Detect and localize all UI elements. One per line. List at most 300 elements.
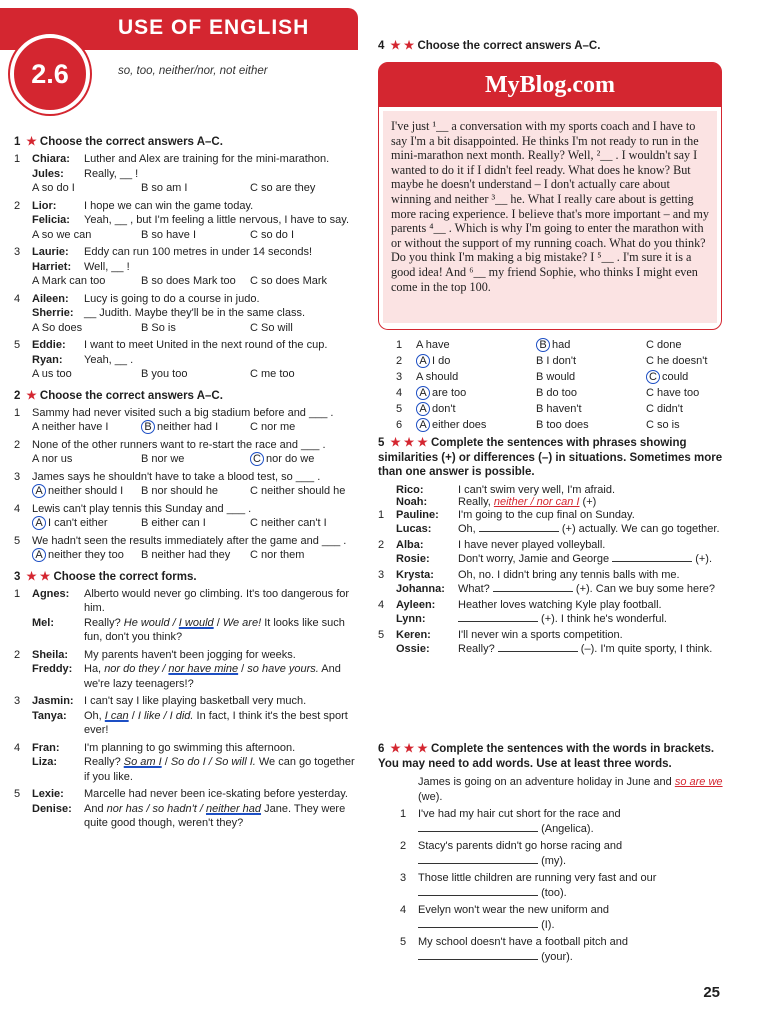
question-text: James says he shouldn't have to take a blood test, so ___ . [32, 470, 321, 483]
choice-option[interactable]: nor do they / [104, 663, 166, 675]
option-b[interactable] [536, 418, 646, 433]
answer-blank[interactable] [479, 531, 559, 532]
option-c[interactable] [646, 386, 756, 401]
answer-line [418, 854, 723, 869]
circled-answer-mark: B [536, 338, 550, 352]
question-item [378, 568, 723, 597]
answer-line [418, 822, 723, 837]
answer-options [32, 452, 359, 467]
option-c[interactable] [250, 548, 359, 563]
answer-options [32, 420, 359, 435]
question-number: 1 [14, 153, 21, 165]
speaker: Krysta: [396, 568, 434, 581]
dialogue-line [32, 662, 359, 691]
sentence-text: Evelyn won't wear the new uniform and [418, 904, 610, 916]
answer-options [32, 274, 359, 289]
speaker: Lucas: [396, 523, 432, 535]
line-text: Lucy is going to do a course in judo. [84, 292, 260, 305]
question-number: 5 [14, 339, 21, 351]
option-c[interactable] [250, 452, 359, 467]
answer-line [418, 918, 723, 933]
answer-blank[interactable] [418, 831, 538, 832]
option-text: I do [432, 355, 451, 367]
speaker: Alba: [396, 538, 424, 551]
question-number: 6 [396, 419, 403, 431]
example-line: Noah: Really, neither / nor can I (+) [396, 495, 597, 508]
question-number: 2 [396, 355, 403, 367]
option-a[interactable] [32, 420, 141, 435]
answer-options [32, 228, 359, 243]
option-text: C have too [646, 387, 700, 399]
circled-answer-mark: A [32, 548, 46, 562]
star-icon: ★ ★ [26, 570, 51, 583]
line-text: I'll never win a sports competition. [458, 628, 623, 641]
option-text: had [552, 339, 571, 351]
page-subtitle: so, too, neither/nor, not either [118, 65, 268, 77]
question-number: 1 [378, 508, 385, 521]
answer-options [32, 321, 359, 336]
option-c[interactable] [646, 418, 756, 433]
line-text: Yeah, __ , but I'm feeling a little nervous, I have to say. [84, 214, 350, 226]
option-text: I can't either [48, 517, 108, 529]
selected-choice[interactable]: So am I [123, 756, 162, 768]
question-item [378, 508, 723, 537]
option-text: B nor we [141, 453, 185, 465]
circled-answer-mark: C [250, 452, 264, 466]
line-text: Oh, no. I didn't bring any tennis balls with me. [458, 568, 680, 581]
line-text: Really? He would / I would / We are! It looks like such fun, don't you think? [84, 616, 345, 643]
answer-blank[interactable] [418, 959, 538, 960]
choice-option[interactable]: nor has / so hadn't / [106, 802, 203, 815]
question-item [378, 628, 723, 657]
option-text: B I don't [536, 355, 577, 367]
option-b[interactable] [536, 386, 646, 401]
question-number: 2 [378, 538, 385, 551]
line-text: Don't worry, Jamie and George (+). [458, 553, 713, 565]
answer-blank[interactable] [493, 591, 573, 592]
example-sentence: James is going on an adventure holiday in June and so are we (we). [418, 776, 723, 803]
exercise-3: 3 ★ ★ Choose the correct forms. 1 Agnes: Alberto would never go climbing. It's too dangerous for him. Mel: Really? He would / I would / We are! It looks like such fun, don't you think? 2 Sheila: My parents haven't been jogging for weeks. Freddy: Ha, nor do they / nor have mine / so have yours. And we're lazy teenagers!? 3 Jasmin: I can't say I like playing basketball very much. Tanya: Oh, I can / I like / I did. In fact, I think it's the best sport ever! 4 Fran: I'm planning to go swimming this afternoon. Liza: Really? So am I / So do I / So will I. We can go together if you like. 5 Lexie: Marcelle had never been ice-skating before yesterday. Denise: And nor has / so hadn't / neither had Jane. They were quite good though, weren't they? [14, 569, 359, 831]
blog-text: I've just ¹__ a conversation with my sports coach and I have to say I'm a bit disappointed. He thinks I'm not ready to run in the mini-marathon next month. Really? Well, ²__ . I wouldn't say I wanted to do it if I didn't feel ready. What does he know? But maybe he doesn't understand – I don't actually care about winning and neither ³__ he. What I really care about is getting more racing experience. I believe that's more important – and my parents ⁴__ . Which is why I'm going to enter the marathon with or without the support of my running coach. What do you think? Do you think I'm making a big mistake? I ⁵__ . I'm sure it is a good idea! And ⁶__ my friend Sophie, who thinks I might even come in the top 100. [383, 111, 717, 323]
choice-option[interactable]: so have yours. [247, 663, 319, 675]
line-text: What? (+). Can we buy some here? [458, 583, 716, 595]
option-b[interactable]: B so have I [141, 228, 197, 241]
answer-options [32, 516, 359, 531]
option-a[interactable]: A so do I [32, 182, 75, 194]
speaker: Fran: [32, 741, 60, 754]
answer-options [32, 367, 359, 382]
speaker: Tanya: [32, 709, 67, 722]
option-text: B nor should he [141, 485, 219, 497]
question-number: 1 [400, 808, 407, 820]
option-b[interactable]: B so am I [141, 182, 188, 194]
dialogue-line [32, 353, 359, 368]
speaker: Keren: [396, 628, 431, 641]
word-in-brackets: (your). [541, 950, 573, 963]
line-text: Eddy can run 100 metres in under 14 seconds! [84, 246, 313, 258]
star-icon: ★ ★ ★ [390, 437, 428, 449]
answer-blank[interactable] [612, 561, 692, 562]
option-text: B neither had they [141, 549, 231, 561]
option-b[interactable] [536, 370, 646, 385]
question-item [14, 470, 359, 499]
option-b[interactable] [536, 338, 646, 353]
speaker: Pauline: [396, 508, 439, 521]
option-c[interactable] [250, 516, 359, 531]
speaker: Ayleen: [396, 598, 436, 611]
question-number: 1 [396, 339, 403, 351]
option-c[interactable] [646, 370, 756, 385]
question-item [378, 839, 723, 868]
question-number: 5 [378, 628, 385, 641]
line-text: My parents haven't been jogging for weeks. [84, 648, 296, 661]
question-number: 3 [14, 695, 21, 707]
speaker: Eddie: [32, 339, 66, 351]
choice-option[interactable]: We are! [222, 616, 262, 629]
question-item [378, 538, 723, 567]
dialogue-line [32, 338, 359, 353]
option-text: don't [432, 403, 456, 415]
option-a[interactable] [416, 402, 536, 417]
option-b[interactable]: B so does Mark too [141, 275, 236, 287]
line-text: Heather loves watching Kyle play football. [458, 598, 662, 611]
line-text: And nor has / so hadn't / neither had Jane. They were quite good though, weren't they? [84, 802, 346, 829]
speaker: Mel: [32, 616, 54, 629]
answer-blank[interactable] [498, 651, 578, 652]
circled-answer-mark: A [416, 418, 430, 432]
line-text: I hope we can win the game today. [84, 199, 254, 212]
question-number: 3 [14, 470, 21, 483]
option-b[interactable] [141, 452, 250, 467]
option-c[interactable]: C So will [250, 321, 293, 334]
option-a[interactable] [32, 484, 141, 499]
question-number: 4 [14, 741, 21, 754]
option-text: C nor me [250, 421, 296, 433]
option-text: C neither can't I [250, 517, 327, 529]
question-number: 5 [400, 936, 407, 948]
line-text: Really, __ ! [84, 167, 139, 180]
question-item [14, 338, 359, 382]
option-a[interactable]: A So does [32, 321, 83, 334]
question-item [14, 199, 359, 243]
sentence-text: Those little children are running very fast and our [418, 872, 657, 884]
sentence-text: I've had my hair cut short for the race and [418, 808, 621, 820]
speaker: Ossie: [396, 643, 430, 655]
dialogue-line [32, 787, 359, 802]
option-c[interactable] [250, 484, 359, 499]
line-text: (+). I think he's wonderful. [458, 612, 723, 627]
option-a[interactable] [416, 354, 536, 369]
option-a[interactable] [416, 370, 536, 385]
blog-panel [378, 62, 722, 330]
option-text: are too [432, 387, 467, 399]
question-item [14, 741, 359, 785]
question-number: 4 [14, 292, 21, 305]
line-text: Really? So am I / So do I / So will I. We can go together if you like. [84, 756, 355, 783]
line-text: Oh, I can / I like / I did. In fact, I think it's the best sport ever! [84, 709, 348, 736]
option-text: A neither have I [32, 421, 109, 433]
exercise-4-answers [396, 338, 726, 433]
option-text: B either can I [141, 517, 206, 529]
option-text: C neither should he [250, 485, 346, 497]
line-text: Ha, nor do they / nor have mine / so have yours. And we're lazy teenagers!? [84, 663, 341, 690]
question-text: None of the other runners want to re-start the race and ___ . [32, 438, 326, 451]
dialogue-line [32, 152, 359, 167]
answer-line [418, 950, 723, 965]
speaker: Chiara: [32, 153, 70, 165]
option-c[interactable]: C me too [250, 368, 295, 380]
option-text: A have [416, 339, 450, 351]
dialogue-line [396, 552, 723, 567]
line-text: Yeah, __ . [84, 353, 134, 366]
option-b[interactable]: B So is [141, 321, 176, 334]
speaker: Agnes: [32, 587, 70, 600]
circled-answer-mark: A [416, 402, 430, 416]
line-text: I'm planning to go swimming this afternoon. [84, 741, 296, 754]
question-text: Lewis can't play tennis this Sunday and ___ . [32, 502, 252, 515]
selected-choice[interactable]: neither had [205, 802, 262, 815]
option-b[interactable] [536, 402, 646, 417]
option-text: A nor us [32, 453, 73, 465]
selected-choice[interactable]: nor have mine [168, 663, 239, 675]
dialogue-line [396, 568, 723, 583]
dialogue-line [396, 508, 723, 523]
option-a[interactable]: A us too [32, 368, 72, 380]
dialogue-line [32, 213, 359, 228]
option-text: C he doesn't [646, 355, 708, 367]
option-b[interactable]: B you too [141, 368, 188, 380]
question-item [14, 787, 359, 831]
line-text: Well, __ ! [84, 260, 130, 273]
option-b[interactable] [141, 516, 250, 531]
dialogue-line [396, 522, 723, 537]
question-number: 3 [14, 246, 21, 258]
answer-blank[interactable] [418, 927, 538, 928]
speaker: Ryan: [32, 353, 63, 366]
option-a[interactable]: A Mark can too [32, 275, 106, 287]
answer-line [418, 886, 723, 901]
option-text: neither had I [157, 421, 219, 433]
line-text: Oh, (+) actually. We can go together. [458, 523, 720, 535]
line-text: I have never played volleyball. [458, 538, 606, 551]
speaker: Aileen: [32, 292, 69, 305]
option-c[interactable] [646, 338, 756, 353]
dialogue-line [32, 741, 359, 756]
question-number: 5 [14, 534, 21, 547]
question-number: 5 [396, 403, 403, 415]
speaker: Freddy: [32, 663, 73, 675]
exercise-1: 1 ★ Choose the correct answers A–C. 1 Chiara: Luther and Alex are training for the mini-marathon. Jules: Really, __ ! A so do I B so am I C so are they 2 Lior: I hope we can win the game today. Felicia: Yeah, __ , but I'm feeling a little nervous, I have to say. A so we can B so have I C so do I 3 Laurie: Eddy can run 100 metres in under 14 seconds! Harriet: Well, __ ! A Mark can too B so does Mark too C so does Mark 4 Aileen: Lucy is going to do a course in judo. Sherrie: __ Judith. Maybe they'll be in the same class. A So does B So is C So will 5 Eddie: I want to meet United in the next round of the cup. Ryan: Yeah, __ . A us too B you too C me too [14, 134, 359, 382]
dialogue-line [32, 694, 359, 709]
question-number: 2 [14, 199, 21, 212]
option-c[interactable] [646, 402, 756, 417]
question-number: 5 [14, 788, 21, 800]
speaker: Harriet: [32, 260, 72, 273]
question-item [378, 903, 723, 932]
speaker: Liza: [32, 756, 58, 768]
exercise-5: 5 ★ ★ ★ Complete the sentences with phrases showing similarities (+) or differences (–) in situations. Sometimes more than one answer is possible. Rico: I can't swim very well, I'm afraid. Noah: Really, neither / nor can I (+) 1 Pauline: I'm going to the cup final on Sunday. Lucas: Oh, (+) actually. We can go together. 2 Alba: I have never played volleyball. Rosie: Don't worry, Jamie and George (+). 3 Krysta: Oh, no. I didn't bring any tennis balls with me. Johanna: What? (+). Can we buy some here? 4 Ayleen: Heather loves watching Kyle play football. Lynn: (+). I think he's wonderful. 5 Keren: I'll never win a sports competition. Ossie: Really? (–). I'm quite sporty, I think. [378, 437, 723, 655]
blog-title: MyBlog.com [379, 63, 721, 107]
selected-choice[interactable]: I can [104, 709, 129, 722]
option-b[interactable] [141, 420, 250, 435]
exercise-4-heading: 4 ★ ★ Choose the correct answers A–C. [378, 40, 601, 52]
speaker: Johanna: [396, 583, 445, 595]
page-number: 25 [703, 984, 720, 1001]
option-text: could [662, 371, 689, 383]
question-item [14, 694, 359, 738]
question-number: 1 [14, 587, 21, 600]
option-text: B haven't [536, 403, 582, 415]
option-a[interactable]: A so we can [32, 228, 92, 241]
circled-answer-mark: C [646, 370, 660, 384]
speaker: Sherrie: [32, 307, 74, 319]
circled-answer-mark: B [141, 420, 155, 434]
line-text: I'm going to the cup final on Sunday. [458, 508, 635, 521]
star-icon: ★ [26, 389, 37, 402]
option-a[interactable] [32, 548, 141, 563]
option-b[interactable] [536, 354, 646, 369]
circled-answer-mark: A [416, 386, 430, 400]
dialogue-line [32, 260, 359, 275]
line-text: I want to meet United in the next round of the cup. [84, 339, 328, 351]
page-title: USE OF ENGLISH [118, 16, 310, 39]
line-text: Luther and Alex are training for the mini-marathon. [84, 153, 330, 165]
option-c[interactable] [646, 354, 756, 369]
line-text: Really? (–). I'm quite sporty, I think. [458, 643, 713, 655]
question-item [378, 935, 723, 964]
answer-options [32, 181, 359, 196]
line-text: Marcelle had never been ice-skating before yesterday. [84, 788, 348, 800]
option-text: C done [646, 339, 682, 351]
answer-options [32, 484, 359, 499]
speaker: Rosie: [396, 553, 430, 565]
dialogue-line [32, 616, 359, 645]
choice-option[interactable]: I like / I did. [137, 709, 194, 722]
dialogue-line [396, 598, 723, 613]
option-c[interactable]: C so do I [250, 228, 295, 241]
question-item [378, 871, 723, 900]
question-text: Sammy had never visited such a big stadium before and ___ . [32, 406, 334, 419]
dialogue-line [32, 199, 359, 214]
dialogue-line [396, 582, 723, 597]
star-icon: ★ [26, 136, 37, 148]
unit-badge: 2.6 [10, 34, 90, 114]
question-number: 2 [400, 840, 407, 852]
question-item [14, 245, 359, 289]
speaker: Lynn: [396, 613, 426, 625]
dialogue-line [32, 167, 359, 182]
question-number: 3 [400, 872, 407, 884]
answer-blank[interactable] [418, 863, 538, 864]
option-text: neither should I [48, 485, 124, 497]
option-a[interactable] [32, 452, 141, 467]
choice-option[interactable]: He would / [123, 616, 176, 629]
question-item [14, 587, 359, 645]
speaker: Jules: [32, 167, 64, 180]
option-text: neither they too [48, 549, 124, 561]
option-a[interactable] [32, 516, 141, 531]
question-number: 4 [14, 502, 21, 515]
dialogue-line [396, 628, 723, 643]
circled-answer-mark: A [416, 354, 430, 368]
question-item [14, 648, 359, 692]
selected-choice[interactable]: I would [178, 616, 214, 629]
choice-option[interactable]: So do I / So will I. [170, 756, 256, 768]
option-text: C so is [646, 419, 680, 431]
question-number: 4 [400, 904, 407, 916]
option-c[interactable]: C so does Mark [250, 275, 328, 287]
question-text: We hadn't seen the results immediately after the game and ___ . [32, 534, 347, 547]
left-column [14, 134, 359, 834]
answer-blank[interactable] [418, 895, 538, 896]
option-c[interactable]: C so are they [250, 182, 316, 194]
option-b[interactable] [141, 548, 250, 563]
option-b[interactable] [141, 484, 250, 499]
answer-blank[interactable] [458, 621, 538, 622]
option-c[interactable] [250, 420, 359, 435]
option-a[interactable] [416, 386, 536, 401]
question-item [14, 292, 359, 336]
option-text: either does [432, 419, 487, 431]
option-a[interactable] [416, 418, 536, 433]
line-text: Alberto would never go climbing. It's too dangerous for him. [84, 587, 350, 614]
option-text: B do too [536, 387, 577, 399]
question-item [14, 438, 359, 467]
option-text: C nor them [250, 549, 305, 561]
dialogue-line [32, 587, 359, 616]
option-a[interactable] [416, 338, 536, 353]
exercise-2: 2 ★ Choose the correct answers A–C. 1 Sammy had never visited such a big stadium before and ___ . A neither have I B neither had I C nor me 2 None of the other runners want to re-start the race and ___ . A nor us B nor we C nor do we 3 James says he shouldn't have to take a blood test, so ___ . A neither should I B nor should he C neither should he 4 Lewis can't play tennis this Sunday and ___ . A I can't either B either can I C neither can't I 5 We hadn't seen the results immediately after the game and ___ . A neither they too B neither had they C nor them [14, 388, 359, 563]
word-in-brackets: (my). [541, 854, 567, 867]
question-number: 2 [14, 438, 21, 451]
speaker: Sheila: [32, 648, 69, 661]
question-item [14, 406, 359, 435]
word-in-brackets: (Angelica). [541, 822, 594, 835]
question-item [378, 807, 723, 836]
speaker: Felicia: [32, 214, 70, 226]
speaker: Denise: [32, 802, 72, 815]
example-line: Rico: I can't swim very well, I'm afraid. [396, 483, 616, 496]
option-text: B too does [536, 419, 589, 431]
question-item [14, 534, 359, 563]
circled-answer-mark: A [32, 484, 46, 498]
word-in-brackets: (too). [541, 886, 567, 899]
question-item [378, 598, 723, 627]
speaker: Lexie: [32, 788, 64, 800]
dialogue-line [32, 755, 359, 784]
option-text: A should [416, 371, 459, 383]
line-text: __ Judith. Maybe they'll be in the same class. [84, 307, 305, 319]
dialogue-line [32, 306, 359, 321]
question-number: 3 [396, 371, 403, 383]
option-text: B would [536, 371, 576, 383]
word-in-brackets: (I). [541, 918, 555, 931]
speaker: Jasmin: [32, 695, 74, 707]
dialogue-line [32, 245, 359, 260]
star-icon: ★ ★ ★ [390, 743, 428, 755]
sentence-text: Stacy's parents didn't go horse racing and [418, 840, 623, 852]
question-number: 4 [378, 598, 385, 611]
exercise-6: 6 ★ ★ ★ Complete the sentences with the words in brackets. You may need to add words. Use at least three words. James is going on an adventure holiday in June and so are we (we). 1 I've had my hair cut short for the race and (Angelica). 2 Stacy's parents didn't go horse racing and (my). 3 Those little children are running very fast and our (too). 4 Evelyn won't wear the new uniform and (I). 5 My school doesn't have a football pitch and (your). [378, 743, 723, 963]
speaker: Lior: [32, 199, 57, 212]
question-number: 4 [396, 387, 403, 399]
dialogue-line [396, 642, 723, 657]
dialogue-line [32, 648, 359, 663]
question-number: 3 [378, 568, 385, 581]
dialogue-line [396, 612, 723, 627]
question-number: 1 [14, 406, 21, 419]
line-text: I can't say I like playing basketball very much. [84, 695, 307, 707]
